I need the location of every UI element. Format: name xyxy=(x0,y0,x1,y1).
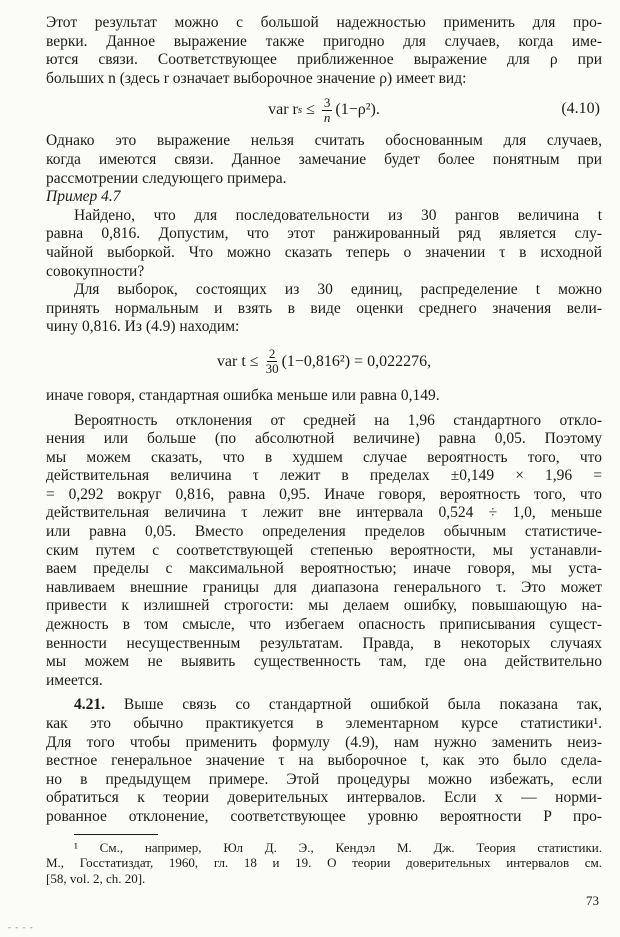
footnote-separator xyxy=(74,834,158,835)
text-line: чину 0,816. Из (4.9) находим: xyxy=(46,318,240,336)
text-span: Выше связь со стандартной ошибкой была показана так, xyxy=(123,696,603,714)
text-line: больших n (здесь r означает выборочное значение ρ) имеет вид: xyxy=(46,69,467,87)
formula-fraction xyxy=(322,96,333,125)
text-line: Найдено, что для последовательности из 30 рангов величина t xyxy=(74,206,602,224)
text-line: рассмотрении следующего примера. xyxy=(46,169,287,187)
text-line: действительная величина τ лежит вне интервала 0,524 ÷ 1,0, меньше xyxy=(46,504,602,522)
text-line: ются связи. Соответствующее приближенное выражение для ρ при xyxy=(46,51,602,69)
page-number: 73 xyxy=(586,893,599,908)
text-line: = 0,292 вокруг 0,816, равна 0,95. Иначе говоря, вероятность того, что xyxy=(46,485,602,503)
text-line: мы можем сказать, что в худшем случае вероятность того, что xyxy=(46,448,602,466)
margin-mark: - - - - xyxy=(8,922,34,932)
text-line: обратиться к теории доверительных интервалов. Если x — норми- xyxy=(46,789,602,807)
text-line: навливаем внешние границы для диапазона генерального τ. Это может xyxy=(46,578,602,596)
formula-relation: ≤ xyxy=(249,352,259,370)
formula-fraction xyxy=(266,347,279,376)
text-line: когда имеются связи. Данное замечание будет более понятным при xyxy=(46,150,602,168)
example-heading: Пример 4.7 xyxy=(46,188,121,206)
footnote-line: М., Госстатиздат, 1960, гл. 18 и 19. О теории доверительных интервалов см. xyxy=(46,855,602,871)
text-line: чайной выборкой. Что можно сказать теперь о значении τ в исходной xyxy=(46,243,602,261)
text-line: Вероятность отклонения от средней на 1,96 стандартного откло- xyxy=(74,411,602,429)
text-line: ваем пределы с максимальной вероятностью; иначе говоря, мы уста- xyxy=(46,560,602,578)
text-line: иначе говоря, стандартная ошибка меньше или равна 0,149. xyxy=(46,386,440,404)
text-line: венности несущественным результатам. Правда, в некоторых случаях xyxy=(46,634,602,652)
formula-label: (4.10) xyxy=(561,100,600,118)
text-line: мы можем не выявить существенность там, где она действительно xyxy=(46,653,602,671)
text-line xyxy=(46,696,602,715)
page-body xyxy=(46,14,602,886)
formula-4-10 xyxy=(46,88,602,132)
text-line: нения или больше (по абсолютной величине) равна 0,05. Поэтому xyxy=(46,430,602,448)
text-line: действительная величина τ лежит в пределах ±0,149 × 1,96 = xyxy=(46,467,602,485)
formula-var-t xyxy=(46,337,602,387)
formula-rest: (1−ρ²). xyxy=(335,101,380,119)
text-line: Для того чтобы применить формулу (4.9), нам нужно заменить неиз- xyxy=(46,733,602,751)
text-line: Для выборок, состоящих из 30 единиц, распределение t можно xyxy=(74,281,602,299)
formula-lhs: var r xyxy=(268,101,298,119)
text-line: вестное генеральное значение τ на выборочное t, как это было сдела- xyxy=(46,752,602,770)
formula-subscript: s xyxy=(297,104,303,117)
text-line: равна 0,816. Допустим, что этот ранжированный ряд является слу- xyxy=(46,225,602,243)
footnote-line: [58, vol. 2, ch. 20]. xyxy=(46,870,146,886)
text-line: совокупности? xyxy=(46,262,145,280)
text-line: ским путем с соответствующей степенью вероятности, мы устанавли- xyxy=(46,541,602,559)
fraction-denominator: n xyxy=(323,109,331,125)
text-line: но в предыдущем примере. Этой процедуры можно избежать, если xyxy=(46,770,602,788)
fraction-numerator: 2 xyxy=(268,346,276,362)
text-line: как это обычно практикуется в элементарном курсе статистики¹. xyxy=(46,715,602,732)
formula-lhs: var t xyxy=(216,352,246,370)
text-line: верки. Данное выражение также пригодно для случаев, когда име- xyxy=(46,32,602,50)
text-line: имеется. xyxy=(46,671,103,689)
formula-relation: ≤ xyxy=(306,101,315,119)
text-line: привести к излишней строгости: мы делаем ошибку, повышающую на- xyxy=(46,597,602,615)
text-line: Этот результат можно с большой надежностью применить для про- xyxy=(46,14,602,31)
text-line: рованное отклонение, соответствующее уровню вероятности P про- xyxy=(46,807,602,825)
fraction-numerator: 3 xyxy=(323,94,331,110)
fraction-denominator: 30 xyxy=(265,361,279,377)
section-number: 4.21. xyxy=(74,696,105,714)
footnote-line: ¹ См., например, Юл Д. Э., Кендэл М. Дж. Теория статистики. xyxy=(74,839,602,855)
text-line: принять нормальным и взять в виде оценки среднего значения вели- xyxy=(46,299,602,317)
text-line: дежность в том смысле, что избегаем опасность приписывания сущест- xyxy=(46,616,602,634)
text-line: или равна 0,05. Вместо определения пределов обычным статистиче- xyxy=(46,523,602,541)
text-line: Однако это выражение нельзя считать обоснованным для случаев, xyxy=(46,132,602,150)
formula-rest: (1−0,816²) = 0,022276, xyxy=(281,352,432,370)
